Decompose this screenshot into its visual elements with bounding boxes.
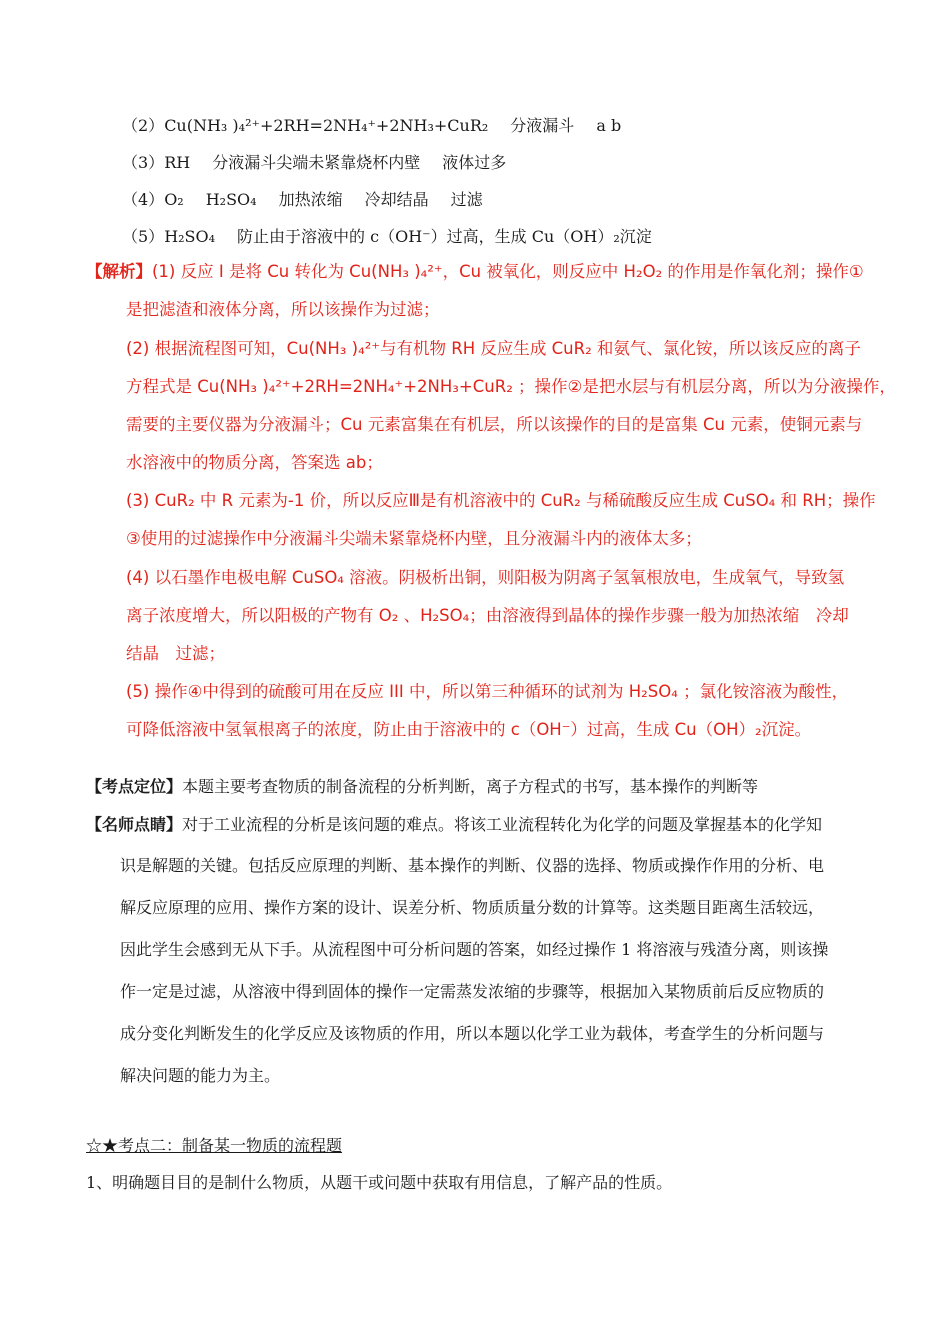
analysis-tag: 【解析】	[86, 262, 152, 281]
analysis-line-2: 是把滤渣和液体分离，所以该操作为过滤；	[126, 300, 440, 319]
analysis-line-1	[86, 262, 864, 282]
answer-4-part4: 冷却结晶	[364, 190, 429, 209]
kaodian-tag: 【考点定位】	[86, 777, 183, 796]
answer-3-part3: 液体过多	[442, 153, 507, 172]
answer-2-number: （2）	[122, 116, 165, 135]
answer-4-part2: H₂SO₄	[205, 190, 257, 209]
answer-3-part2: 分液漏斗尖端未紧靠烧杯内壁	[212, 153, 421, 172]
mingshi-line-1	[86, 815, 822, 835]
answer-4-part1: O₂	[164, 190, 184, 209]
analysis-line-4: 方程式是 Cu(NH₃ )₄²⁺+2RH=2NH₄⁺+2NH₃+CuR₂ ；操作②是把水层与有机层分离，所以为分液操作，	[126, 377, 896, 396]
mingshi-line-7: 解决问题的能力为主。	[120, 1066, 281, 1085]
analysis-line-10: 离子浓度增大，所以阳极的产物有 O₂ 、H₂SO₄；由溶液得到晶体的操作步骤一般为加热浓缩 冷却	[126, 606, 849, 625]
answer-3	[122, 153, 528, 173]
answer-2-instrument: 分液漏斗	[510, 116, 575, 135]
answer-5	[122, 227, 674, 247]
answer-5-part2: 防止由于溶液中的 c（OH⁻）过高，生成 Cu（OH）₂沉淀	[237, 227, 652, 246]
answer-4-number: （4）	[122, 190, 165, 209]
answer-2	[122, 116, 643, 136]
answer-2-options: a b	[596, 116, 622, 135]
mingshi-line-4: 因此学生会感到无从下手。从流程图中可分析问题的答案，如经过操作 1 将溶液与残渣分离，则该操	[120, 940, 829, 959]
answer-3-part1: RH	[164, 153, 191, 172]
mingshi-line-6: 成分变化判断发生的化学反应及该物质的作用，所以本题以化学工业为载体，考查学生的分析问题与	[120, 1024, 825, 1043]
kaodian-line	[86, 777, 758, 797]
answer-3-number: （3）	[122, 153, 165, 172]
mingshi-text: 对于工业流程的分析是该问题的难点。将该工业流程转化为化学的问题及掌握基本的化学知	[182, 815, 823, 834]
analysis-line-6: 水溶液中的物质分离，答案选 ab；	[126, 453, 383, 472]
mingshi-line-3: 解反应原理的应用、操作方案的设计、误差分析、物质质量分数的计算等。这类题目距离生活较远，	[120, 898, 825, 917]
mingshi-line-5: 作一定是过滤，从溶液中得到固体的操作一定需蒸发浓缩的步骤等，根据加入某物质前后反应物质的	[120, 982, 825, 1001]
analysis-line-5: 需要的主要仪器为分液漏斗；Cu 元素富集在有机层，所以该操作的目的是富集 Cu 元素，使铜元素与	[126, 415, 863, 434]
analysis-line-3: (2) 根据流程图可知，Cu(NH₃ )₄²⁺与有机物 RH 反应生成 CuR₂ 和氨气、氯化铵，所以该反应的离子	[126, 339, 861, 358]
answer-4-part5: 过滤	[450, 190, 483, 209]
answer-4-part3: 加热浓缩	[278, 190, 343, 209]
mingshi-tag: 【名师点睛】	[86, 815, 183, 834]
analysis-text: (1) 反应 I 是将 Cu 转化为 Cu(NH₃ )₄²⁺，Cu 被氧化，则反应中 H₂O₂ 的作用是作氧化剂；操作①	[152, 262, 864, 281]
answer-2-equation: Cu(NH₃ )₄²⁺+2RH=2NH₄⁺+2NH₃+CuR₂	[164, 116, 489, 135]
section-heading: ☆★考点二：制备某一物质的流程题	[86, 1136, 343, 1155]
analysis-line-13: 可降低溶液中氢氧根离子的浓度，防止由于溶液中的 c（OH⁻）过高，生成 Cu（OH）₂沉淀。	[126, 720, 812, 739]
analysis-line-7: (3) CuR₂ 中 R 元素为-1 价，所以反应Ⅲ是有机溶液中的 CuR₂ 与稀硫酸反应生成 CuSO₄ 和 RH；操作	[126, 491, 876, 510]
answer-4	[122, 190, 505, 210]
answer-5-number: （5）	[122, 227, 165, 246]
answer-5-part1: H₂SO₄	[164, 227, 216, 246]
analysis-line-12: (5) 操作④中得到的硫酸可用在反应 III 中，所以第三种循环的试剂为 H₂SO₄ ；氯化铵溶液为酸性，	[126, 682, 849, 701]
kaodian-text: 本题主要考查物质的制备流程的分析判断，离子方程式的书写，基本操作的判断等	[182, 777, 759, 796]
mingshi-line-2: 识是解题的关键。包括反应原理的判断、基本操作的判断、仪器的选择、物质或操作作用的分析、电	[120, 856, 825, 875]
section-item-1: 1、明确题目目的是制什么物质，从题干或问题中获取有用信息，了解产品的性质。	[86, 1173, 673, 1192]
analysis-line-9: (4) 以石墨作电极电解 CuSO₄ 溶液。阴极析出铜，则阳极为阴离子氢氧根放电，生成氧气，导致氢	[126, 568, 845, 587]
analysis-line-8: ③使用的过滤操作中分液漏斗尖端未紧靠烧杯内壁，且分液漏斗内的液体太多；	[126, 529, 702, 548]
analysis-line-11: 结晶 过滤；	[126, 644, 225, 663]
